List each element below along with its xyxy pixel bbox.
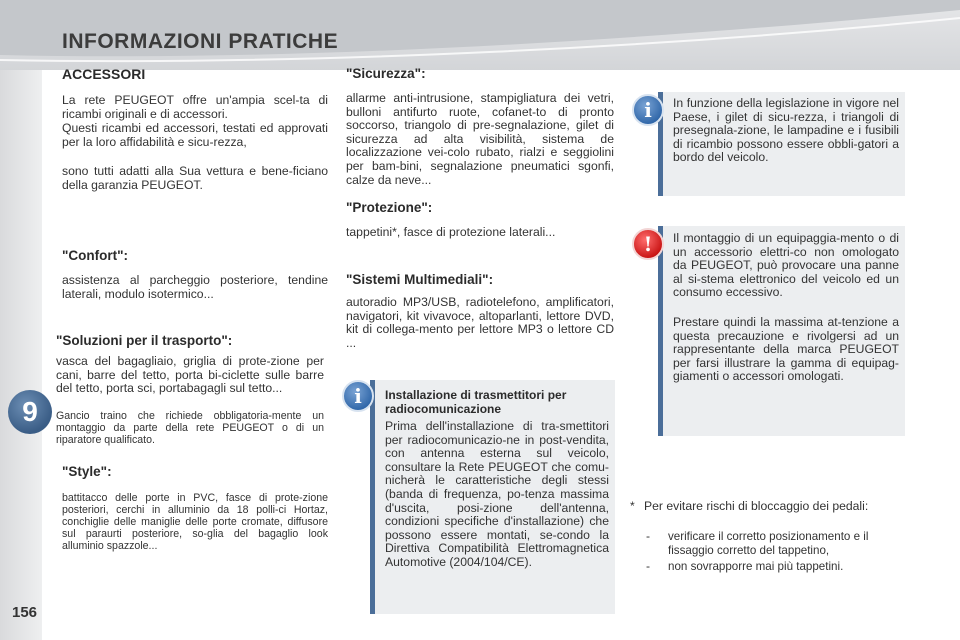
confort-heading: "Confort":	[62, 248, 129, 263]
info-icon: i	[632, 94, 664, 126]
page-title: INFORMAZIONI PRATICHE	[62, 30, 339, 53]
footnote-intro: Per evitare rischi di bloccaggio dei pedali:	[644, 499, 869, 513]
accessori-paragraph-3: sono tutti adatti alla Sua vettura e bene-ficiano della garanzia PEUGEOT.	[62, 164, 328, 192]
warning-icon: !	[632, 228, 664, 260]
trasporto-note: Gancio traino che richiede obbligatoria-mente un montaggio da parte della rete PEUGEOT o di un riparatore qualificato.	[56, 410, 324, 446]
page-number: 156	[12, 604, 38, 621]
trasporto-heading: "Soluzioni per il trasporto":	[56, 333, 233, 348]
protezione-text: tappetini*, fasce di protezione laterali...	[346, 225, 556, 239]
multimediali-text: autoradio MP3/USB, radiotelefono, amplificatori, navigatori, kit vivavoce, altoparlanti, lettore DVD, kit di collega-mento per lettore MP3 o lettore CD ...	[346, 295, 614, 350]
accessori-paragraph-1: La rete PEUGEOT offre un'ampia scel-ta di ricambi originali e di accessori.	[62, 93, 328, 121]
side-strip	[0, 70, 42, 640]
radio-transmitter-info-box	[370, 380, 615, 614]
footnote-item: non sovrapporre mai più tappetini.	[668, 560, 844, 573]
protezione-heading: "Protezione":	[346, 200, 433, 215]
info-icon: i	[342, 380, 374, 412]
radio-transmitter-text: Prima dell'installazione di tra-smettitori per radiocomunicazio-ne in post-vendita, con antenna esterna sul veicolo, consultare la Rete PEUGEOT che comu-nicherà le caratteristiche degli stessi (banda di frequenza, po-tenza massima d'uscita, posi-zione dell'antenna, condizioni specifiche d'installazione) che possono essere montati, se-condo la Direttiva Compatibilità Elettromagnetica Automotive (2004/104/CE).	[385, 419, 609, 569]
warning-paragraph-1: Il montaggio di un equipaggia-mento o di un accessorio elettri-co non omologato da PEUGEOT, può provocare una panne al si-stema elettronico del veicolo ed un consumo eccessivo.	[673, 231, 899, 300]
style-text: battitacco delle porte in PVC, fasce di prote-zione posteriori, cerchi in alluminio da 18 polli-ci Hortaz, conchiglie delle maniglie delle porte cromate, diffusore sul paraurti posteriore, so-glia del bagaglio look alluminio spazzole...	[62, 492, 328, 552]
multimediali-heading: "Sistemi Multimediali":	[346, 272, 494, 287]
sicurezza-heading: "Sicurezza":	[346, 66, 426, 81]
accessori-paragraph-2: Questi ricambi ed accessori, testati ed approvati per la loro affidabilità e sicu-rezza,	[62, 121, 328, 149]
legislation-info-box	[658, 92, 905, 196]
footnote-item: verificare il corretto posizionamento e il fissaggio corretto del tappetino,	[668, 530, 869, 557]
electrical-warning-box	[658, 226, 905, 436]
legislation-info-text: In funzione della legislazione in vigore nel Paese, i gilet di sicu-rezza, i triangoli di presegnala-zione, le lampadine e i fusibili di ricambio possono essere obbli-gatori a bordo del veicolo.	[673, 96, 899, 165]
chapter-number-badge: 9	[8, 390, 52, 434]
footnote-star: *	[630, 499, 635, 513]
footnote-bullet: -	[646, 529, 651, 543]
style-heading: "Style":	[62, 464, 112, 479]
confort-text: assistenza al parcheggio posteriore, tendine laterali, modulo isotermico...	[62, 273, 328, 301]
warning-paragraph-2: Prestare quindi la massima at-tenzione a questa precauzione e rivolgersi ad un rappresentante della marca PEUGEOT per farsi illustrare la gamma di equipag-giamenti o accessori omologati.	[673, 315, 899, 384]
trasporto-text: vasca del bagagliaio, griglia di prote-zione per cani, barre del tetto, porta bi-ciclette sulle barre del tetto, porta sci, portabagagli sul tetto...	[56, 354, 324, 396]
accessori-heading: ACCESSORI	[62, 66, 146, 82]
footnote-bullet: -	[646, 559, 651, 573]
radio-transmitter-title: Installazione di trasmettitori per radiocomunicazione	[385, 388, 567, 416]
sicurezza-text: allarme anti-intrusione, stampigliatura dei vetri, bulloni antifurto ruote, cofanet-to di pronto soccorso, triangolo di pre-segnalazione, gilet di sicurezza ad alta visibilità, sistema de localizzazione vei-colo rubato, rialzi e seggiolini per bam-bini, segnalazione pneumatici sgonfi, calze da neve...	[346, 91, 614, 187]
